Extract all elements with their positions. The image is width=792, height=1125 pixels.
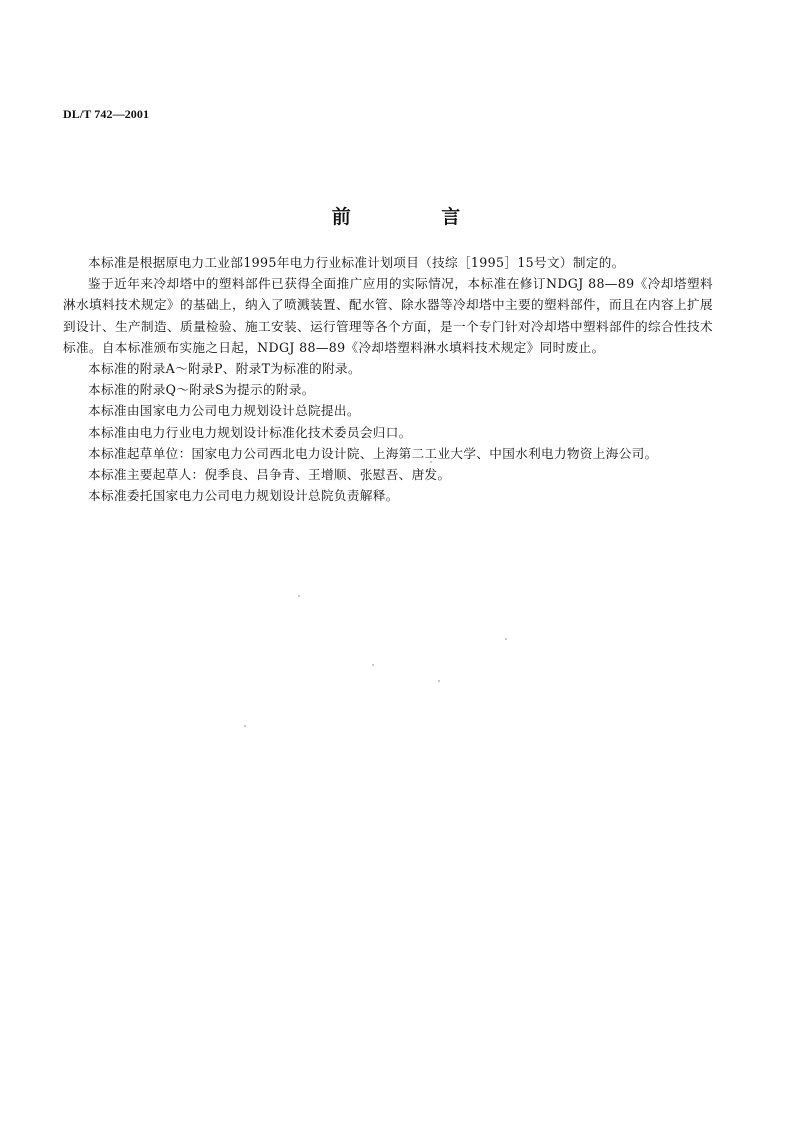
document-code: DL/T 742—2001 [63,107,150,121]
paragraph-drafting-units: 本标准起草单位：国家电力公司西北电力设计院、上海第二工业大学、中国水利电力物资上海公司。 [88,445,658,461]
paragraph-scope-revision: 鉴于近年来冷却塔中的塑料部件已获得全面推广应用的实际情况，本标准在修订NDGJ 88—89《冷却塔塑料淋水填料技术规定》的基础上，纳入了喷溅装置、配水管、除水器等冷却塔中主要的塑料部件，而且在内容上扩展到设计、生产制造、质量检验、施工安装、运行管理等各个方面，是一个专门针对冷却塔中塑料部件的综合性技术标准。自本标准颁布实施之日起，NDGJ 88—89《冷却塔塑料淋水填料技术规定》同时废止。 [63,276,713,355]
paragraph-main-drafters: 本标准主要起草人：倪季良、吕争青、王增顺、张慰吾、唐发。 [88,467,451,483]
scan-speck [372,664,374,666]
paragraph-normative-appendices: 本标准的附录A～附录P、附录T为标准的附录。 [88,361,361,377]
preface-body [63,252,713,506]
page-title: 前 言 [331,206,503,228]
scan-speck [244,725,246,727]
scan-speck [298,595,300,597]
paragraph-informative-appendices: 本标准的附录Q～附录S为提示的附录。 [88,382,315,398]
scan-speck [438,680,440,682]
paragraph-centralized-by: 本标准由电力行业电力规划设计标准化技术委员会归口。 [88,424,412,440]
paragraph-proposed-by: 本标准由国家电力公司电力规划设计总院提出。 [88,403,360,419]
scan-speck [505,638,507,640]
paragraph-plan-source: 本标准是根据原电力工业部1995年电力行业标准计划项目（技综［1995］15号文）制定的。 [88,255,625,270]
scan-speck [430,461,432,463]
paragraph-interpretation: 本标准委托国家电力公司电力规划设计总院负责解释。 [88,488,399,504]
